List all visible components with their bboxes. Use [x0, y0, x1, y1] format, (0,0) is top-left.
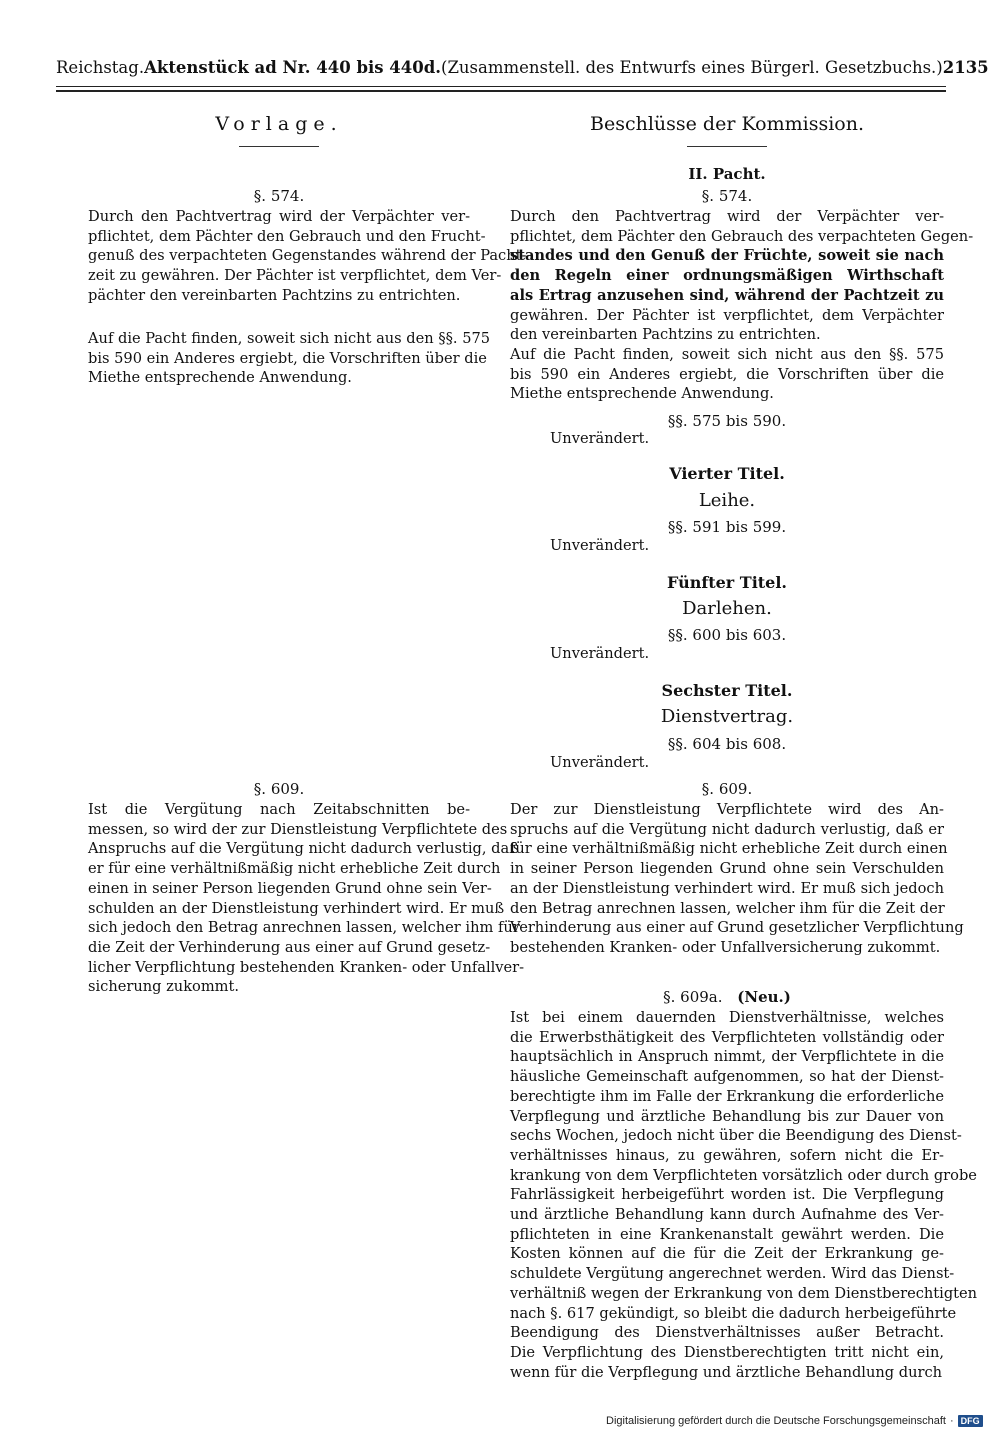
- text-line: wenn für die Verpflegung und ärztliche Behandlung durch: [510, 1363, 943, 1381]
- text-line: zeit zu gewähren. Der Pächter ist verpflichtet, dem Ver-: [88, 267, 502, 285]
- darlehen-heading: Darlehen.: [682, 598, 772, 619]
- heading-rule: [687, 146, 767, 147]
- text-line: die Zeit der Verhinderung aus einer auf Grund gesetz-: [88, 938, 491, 956]
- dfg-logo: DFG: [958, 1415, 983, 1427]
- section-574-text: [510, 207, 974, 345]
- text-line: bis 590 ein Anderes ergiebt, die Vorschriften über die: [88, 349, 487, 367]
- text-line: verhältniß wegen der Erkrankung von dem Dienstberechtigten: [510, 1284, 978, 1302]
- text-line: spruchs auf die Vergütung nicht dadurch verlustig, daß er: [510, 820, 944, 838]
- text-line: berechtigte ihm im Falle der Erkrankung die erforderliche: [510, 1087, 944, 1105]
- unveraendert-label: Unverändert.: [550, 645, 650, 662]
- section-609-heading: §. 609.: [253, 780, 305, 798]
- digitization-footer: [606, 1415, 983, 1427]
- text-line: Durch den Pachtvertrag wird der Verpächter ver-: [510, 208, 944, 225]
- vierter-titel-heading: Vierter Titel.: [669, 464, 785, 483]
- section-574-heading: §. 574.: [253, 187, 305, 205]
- fuenfter-titel-heading: Fünfter Titel.: [667, 573, 787, 592]
- text-line: Auf die Pacht finden, soweit sich nicht aus den §§. 575: [88, 330, 491, 347]
- text-line: Kosten können auf die für die Zeit der Erkrankung ge-: [510, 1245, 944, 1263]
- text-line: pächter den vereinbarten Pachtzins zu entrichten.: [88, 286, 461, 304]
- unveraendert-label: Unverändert.: [550, 430, 650, 447]
- text-line: Durch den Pachtvertrag wird der Verpächter ver-: [88, 208, 470, 225]
- text-line: bis 590 ein Anderes ergiebt, die Vorschriften über die: [510, 365, 944, 383]
- sections-591-599-heading: §§. 591 bis 599.: [667, 518, 787, 536]
- text-line: genuß des verpachteten Gegenstandes während der Pacht-: [88, 247, 527, 265]
- text-line: den vereinbarten Pachtzins zu entrichten.: [510, 326, 821, 344]
- text-line: Auf die Pacht finden, soweit sich nicht aus den §§. 575: [510, 346, 944, 363]
- text-line: in seiner Person liegenden Grund ohne sein Verschulden: [510, 860, 944, 878]
- text-line: an der Dienstleistung verhindert wird. Er muß sich jedoch: [510, 879, 944, 897]
- text-line: gewähren. Der Pächter ist verpflichtet, dem Verpächter: [510, 306, 944, 324]
- text-line: hauptsächlich in Anspruch nimmt, der Verpflichtete in die: [510, 1048, 944, 1066]
- section-609-text: [510, 800, 964, 958]
- header-rule: [56, 86, 946, 87]
- text-line: Ist die Vergütung nach Zeitabschnitten be-: [88, 801, 470, 818]
- unveraendert-label: Unverändert.: [550, 537, 650, 554]
- text-line: und ärztliche Behandlung kann durch Aufnahme des Ver-: [510, 1206, 944, 1224]
- text-line: Miethe entsprechende Anwendung.: [88, 369, 352, 387]
- text-line: Anspruchs auf die Vergütung nicht dadurch verlustig, daß: [88, 840, 519, 858]
- sections-600-603-heading: §§. 600 bis 603.: [667, 626, 787, 644]
- section-609a-text: [510, 1008, 978, 1382]
- text-line: Der zur Dienstleistung Verpflichtete wird des An-: [510, 801, 944, 818]
- text-line: krankung von dem Verpflichteten vorsätzlich oder durch grobe: [510, 1166, 977, 1184]
- sections-575-590-heading: §§. 575 bis 590.: [667, 412, 787, 430]
- leihe-heading: Leihe.: [698, 490, 756, 511]
- text-line: sich jedoch den Betrag anrechnen lassen, welcher ihm für: [88, 919, 520, 937]
- page-number: 2135: [942, 58, 989, 77]
- text-line: Ist bei einem dauernden Dienstverhältnisse, welches: [510, 1009, 944, 1026]
- column-heading-beschluesse: Beschlüsse der Kommission.: [590, 113, 864, 135]
- dienstvertrag-heading: Dienstvertrag.: [660, 706, 794, 727]
- text-line: Die Verpflichtung des Dienstberechtigten tritt nicht ein,: [510, 1343, 944, 1361]
- section-609a-heading: [510, 988, 944, 1006]
- text-line: für eine verhältnißmäßig nicht erhebliche Zeit durch einen: [510, 840, 948, 858]
- text-line: als Ertrag anzusehen sind, während der Pachtzeit zu: [510, 286, 944, 304]
- text-line: den Regeln einer ordnungsmäßigen Wirthschaft: [510, 267, 944, 285]
- section-574-paragraph-2: [510, 345, 944, 404]
- text-line: Miethe entsprechende Anwendung.: [510, 385, 774, 403]
- text-line: Verhinderung aus einer auf Grund gesetzlicher Verpflichtung: [510, 919, 964, 937]
- text-line: die Erwerbsthätigkeit des Verpflichteten vollständig oder: [510, 1028, 944, 1046]
- section-574-heading: §. 574.: [701, 187, 753, 205]
- text-line: licher Verpflichtung bestehenden Kranken- oder Unfallver-: [88, 958, 525, 976]
- unveraendert-label: Unverändert.: [550, 754, 650, 771]
- text-line: einen in seiner Person liegenden Grund ohne sein Ver-: [88, 879, 492, 897]
- section-609a-number: §. 609a.: [663, 988, 723, 1006]
- header-rule-thick: [56, 90, 946, 92]
- text-line: sechs Wochen, jedoch nicht über die Beendigung des Dienst-: [510, 1127, 962, 1145]
- sections-604-608-heading: §§. 604 bis 608.: [667, 735, 787, 753]
- text-line: pflichteten in eine Krankenanstalt gewährt werden. Die: [510, 1225, 944, 1243]
- text-line: Verpflegung und ärztliche Behandlung bis zur Dauer von: [510, 1107, 944, 1125]
- section-609-heading: §. 609.: [701, 780, 753, 798]
- text-line: messen, so wird der zur Dienstleistung Verpflichtete des: [88, 820, 508, 838]
- text-line: sicherung zukommt.: [88, 978, 240, 996]
- text-line: er für eine verhältnißmäßig nicht erhebliche Zeit durch: [88, 860, 501, 878]
- header-document-ref: Aktenstück ad Nr. 440 bis 440d.: [144, 58, 442, 77]
- text-line: nach §. 617 gekündigt, so bleibt die dadurch herbeigeführte: [510, 1304, 957, 1322]
- text-line: häusliche Gemeinschaft aufgenommen, so hat der Dienst-: [510, 1068, 944, 1086]
- text-line: Fahrlässigkeit herbeigeführt worden ist. Die Verpflegung: [510, 1186, 944, 1204]
- sechster-titel-heading: Sechster Titel.: [661, 681, 793, 700]
- text-line: bestehenden Kranken- oder Unfallversicherung zukommt.: [510, 938, 941, 956]
- text-line: schuldete Vergütung angerechnet werden. Wird das Dienst-: [510, 1265, 955, 1283]
- header-subject: (Zusammenstell. des Entwurfs eines Bürgerl. Gesetzbuchs.): [441, 58, 943, 77]
- text-line: den Betrag anrechnen lassen, welcher ihm für die Zeit der: [510, 899, 945, 917]
- section-574-paragraph-2: [88, 329, 491, 388]
- text-line: standes und den Genuß der Früchte, soweit sie nach: [510, 247, 944, 265]
- heading-rule: [239, 146, 319, 147]
- text-line: verhältnisses hinaus, zu gewähren, sofern nicht die Er-: [510, 1146, 944, 1164]
- footer-credit: Digitalisierung gefördert durch die Deutsche Forschungsgemeinschaft: [606, 1415, 946, 1427]
- dfg-sep: ·: [949, 1415, 954, 1427]
- text-line: pflichtet, dem Pächter den Gebrauch des verpachteten Gegen-: [510, 227, 974, 245]
- neu-marker: (Neu.): [737, 988, 791, 1006]
- header-reichstag: Reichstag.: [56, 58, 145, 77]
- text-line: schulden an der Dienstleistung verhindert wird. Er muß: [88, 899, 505, 917]
- text-line: pflichtet, dem Pächter den Gebrauch und den Frucht-: [88, 227, 486, 245]
- page-header: [56, 58, 989, 77]
- pacht-heading: II. Pacht.: [688, 165, 766, 183]
- section-609-text: [88, 800, 525, 997]
- text-line: Beendigung des Dienstverhältnisses außer Betracht.: [510, 1324, 944, 1342]
- section-574-text: [88, 207, 527, 306]
- column-heading-vorlage: Vorlage.: [215, 113, 343, 135]
